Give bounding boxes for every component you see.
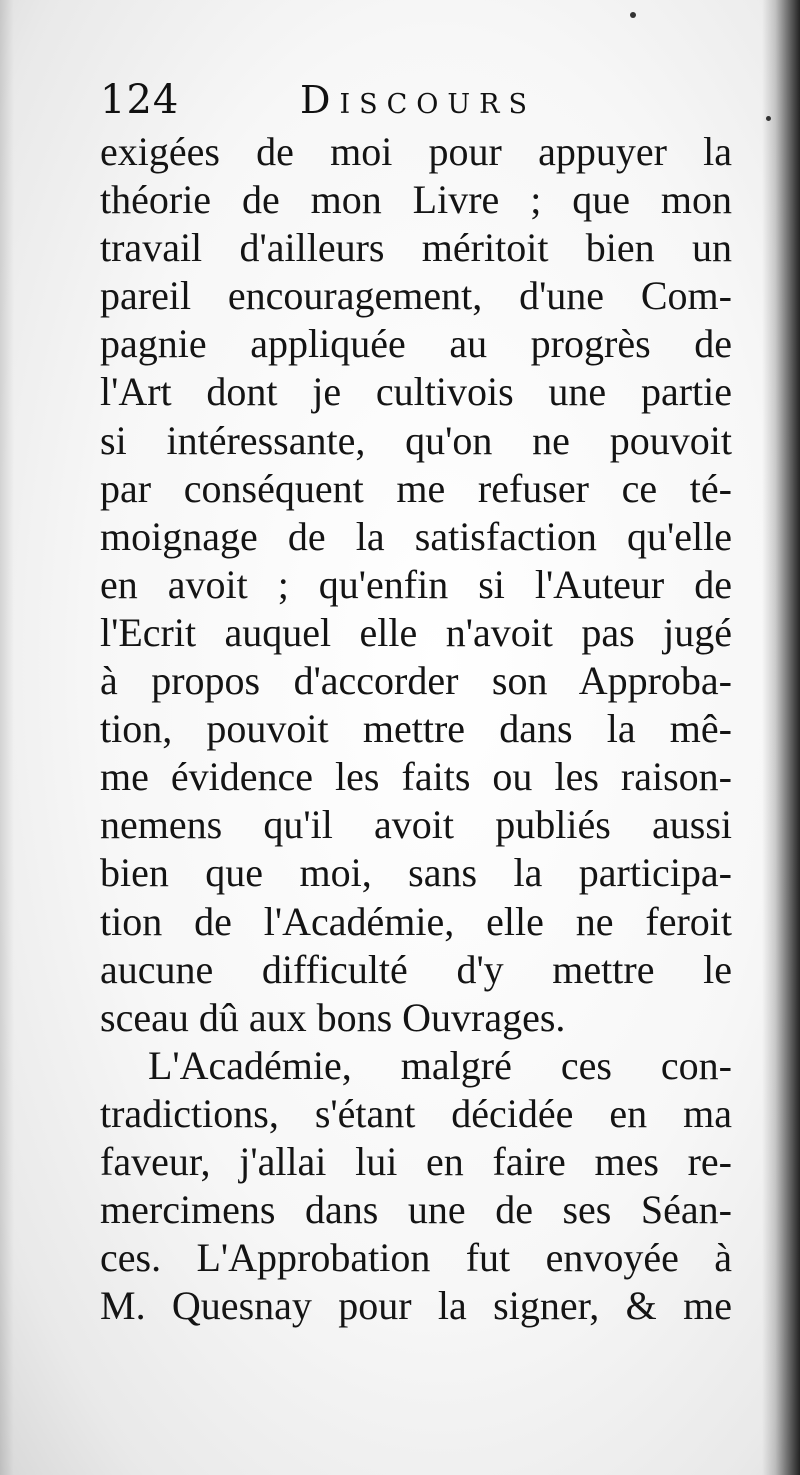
running-head: Discours (300, 78, 537, 122)
text-line: tradictions, s'étant décidée en ma (100, 1090, 732, 1136)
ink-speck (630, 12, 636, 18)
page-header (100, 76, 740, 128)
text-line: sceau dû aux bons Ouvrages. (100, 994, 566, 1040)
text-line: ces. L'Approbation fut envoyée à (100, 1235, 732, 1281)
text-line: M. Quesnay pour la signer, & me (100, 1283, 732, 1329)
body-text (100, 128, 732, 1330)
text-line: mercimens dans une de ses Séan- (100, 1187, 732, 1233)
text-line: exigées de moi pour appuyer la (100, 129, 732, 174)
text-line: si intéressante, qu'on ne pouvoit (100, 417, 732, 463)
page-binding-shadow (762, 0, 800, 1475)
text-line: pareil encouragement, d'une Com- (100, 273, 732, 319)
text-line: moignage de la satisfaction qu'elle (100, 513, 732, 559)
page-left-edge-shadow (0, 0, 14, 1475)
ink-speck (766, 116, 771, 121)
text-line: l'Art dont je cultivois une partie (100, 369, 732, 415)
text-line: pagnie appliquée au progrès de (100, 321, 732, 367)
text-line: L'Académie, malgré ces con- (148, 1042, 732, 1088)
text-line: nemens qu'il avoit publiés aussi (100, 802, 732, 848)
text-line: me évidence les faits ou les raison- (100, 754, 732, 800)
text-line: en avoit ; qu'enfin si l'Auteur de (100, 561, 732, 607)
text-line: faveur, j'allai lui en faire mes re- (100, 1138, 732, 1184)
text-line: par conséquent me refuser ce té- (100, 465, 732, 511)
page-number: 124 (100, 77, 180, 123)
text-line: travail d'ailleurs méritoit bien un (100, 225, 732, 271)
text-line: bien que moi, sans la participa- (100, 850, 732, 896)
text-line: tion de l'Académie, elle ne feroit (100, 898, 732, 944)
text-line: à propos d'accorder son Approba- (100, 658, 732, 704)
text-line: l'Ecrit auquel elle n'avoit pas jugé (100, 609, 732, 655)
text-line: aucune difficulté d'y mettre le (100, 946, 732, 992)
text-line: tion, pouvoit mettre dans la mê- (100, 706, 732, 752)
text-line: théorie de mon Livre ; que mon (100, 177, 732, 223)
